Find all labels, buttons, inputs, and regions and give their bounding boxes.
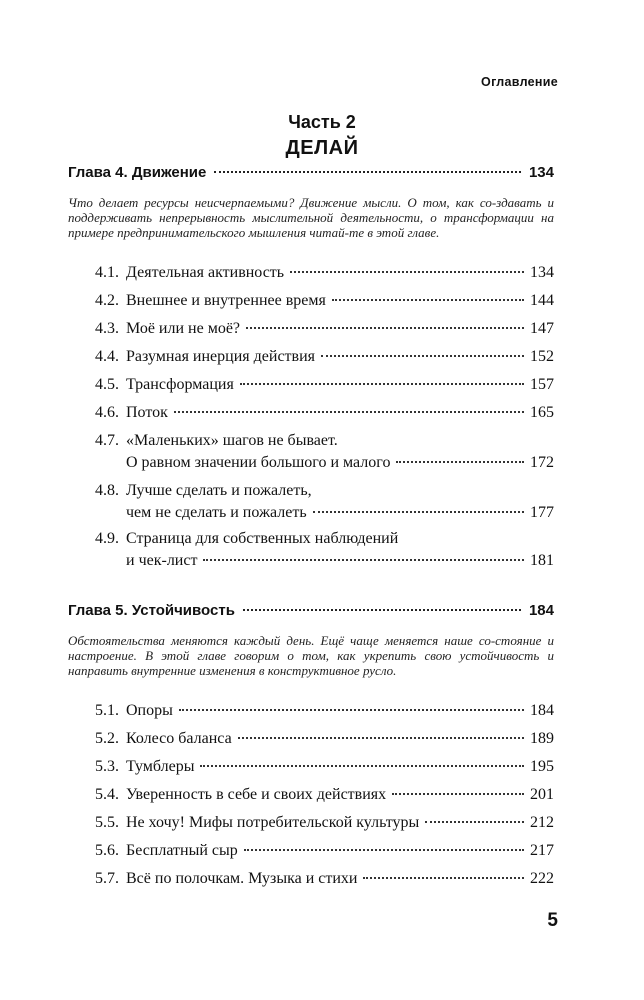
section-number: 4.2.: [95, 292, 119, 309]
dot-leader: [396, 461, 524, 463]
toc-entry[interactable]: [68, 346, 554, 368]
dot-leader: [392, 793, 524, 795]
toc-entry[interactable]: [68, 812, 554, 834]
dot-leader: [290, 271, 524, 273]
toc-entry[interactable]: [68, 290, 554, 312]
toc-entry[interactable]: [68, 430, 554, 474]
toc-entry[interactable]: [68, 868, 554, 890]
chapter-description: Обстоятельства меняются каждый день. Ещё чаще меняется наше со-стояние и настроение. В этой главе говорим о том, как укрепить свою устойчивость и направить внутренние изменения в конструктивное русло.: [68, 633, 554, 678]
section-number: 5.5.: [95, 814, 119, 831]
dot-leader: [203, 559, 524, 561]
section-title: Тумблеры: [126, 758, 195, 775]
section-page: 217: [530, 842, 554, 859]
dot-leader: [332, 299, 524, 301]
section-number: 5.7.: [95, 870, 119, 887]
dot-leader: [240, 383, 524, 385]
section-page: 177: [530, 504, 554, 521]
dot-leader: [200, 765, 524, 767]
dot-leader: [246, 327, 524, 329]
toc-entry[interactable]: [68, 784, 554, 806]
section-number: 4.8.: [95, 482, 119, 499]
chapter-heading[interactable]: [68, 162, 554, 184]
section-title: Моё или не моё?: [126, 320, 241, 337]
section-number: 5.1.: [95, 702, 119, 719]
toc-entry[interactable]: [68, 318, 554, 340]
section-number: 5.3.: [95, 758, 119, 775]
toc-entry[interactable]: [68, 840, 554, 862]
section-page: 181: [530, 552, 554, 569]
section-title-line: Страница для собственных наблюдений: [126, 530, 399, 547]
dot-leader: [243, 609, 521, 611]
section-page: 189: [530, 730, 554, 747]
toc-entry[interactable]: [68, 480, 554, 524]
section-title: Не хочу! Мифы потребительской культуры: [126, 814, 420, 831]
section-number: 5.4.: [95, 786, 119, 803]
section-title: Бесплатный сыр: [126, 842, 238, 859]
section-page: 165: [530, 404, 554, 421]
part-label: Часть 2: [288, 112, 356, 132]
toc-entry[interactable]: [68, 262, 554, 284]
section-number: 4.4.: [95, 348, 119, 365]
dot-leader: [179, 709, 524, 711]
section-number: 4.7.: [95, 432, 119, 449]
dot-leader: [214, 171, 521, 173]
section-page: 134: [530, 264, 554, 281]
dot-leader: [238, 737, 524, 739]
chapter-page: 134: [528, 164, 554, 181]
section-title: Внешнее и внутреннее время: [126, 292, 326, 309]
dot-leader: [425, 821, 524, 823]
section-title: Трансформация: [126, 376, 234, 393]
toc-entry[interactable]: [68, 756, 554, 778]
section-number: 4.9.: [95, 530, 119, 547]
toc-entry[interactable]: [68, 374, 554, 396]
chapter-title: Глава 5. Устойчивость: [68, 602, 235, 619]
section-page: 172: [530, 454, 554, 471]
section-title: Разумная инерция действия: [126, 348, 316, 365]
section-title-line: О равном значении большого и малого: [126, 454, 391, 471]
section-page: 212: [530, 814, 554, 831]
section-page: 157: [530, 376, 554, 393]
section-page: 184: [530, 702, 554, 719]
section-page: 144: [530, 292, 554, 309]
chapter-heading[interactable]: [68, 600, 554, 622]
section-title: Опоры: [126, 702, 173, 719]
section-title: Всё по полочкам. Музыка и стихи: [126, 870, 358, 887]
dot-leader: [313, 511, 524, 513]
section-title-line: чем не сделать и пожалеть: [126, 504, 307, 521]
part-name: ДЕЛАЙ: [285, 137, 359, 159]
section-number: 5.6.: [95, 842, 119, 859]
part-title: [0, 110, 644, 160]
running-head: Оглавление: [481, 75, 558, 89]
dot-leader: [244, 849, 524, 851]
toc-entry[interactable]: [68, 402, 554, 424]
section-page: 201: [530, 786, 554, 803]
section-title-line: и чек-лист: [126, 552, 198, 569]
section-title: Колесо баланса: [126, 730, 232, 747]
toc-entry[interactable]: [68, 728, 554, 750]
section-number: 4.5.: [95, 376, 119, 393]
section-number: 4.6.: [95, 404, 119, 421]
toc-entry[interactable]: [68, 528, 554, 572]
chapter-page: 184: [528, 602, 554, 619]
dot-leader: [174, 411, 524, 413]
dot-leader: [321, 355, 524, 357]
section-page: 152: [530, 348, 554, 365]
page-number: 5: [547, 910, 558, 931]
section-title-line: Лучше сделать и пожалеть,: [126, 482, 312, 499]
toc-entry[interactable]: [68, 700, 554, 722]
dot-leader: [363, 877, 524, 879]
section-title: Уверенность в себе и своих действиях: [126, 786, 387, 803]
section-title: Деятельная активность: [126, 264, 285, 281]
section-page: 222: [530, 870, 554, 887]
section-page: 195: [530, 758, 554, 775]
chapter-title: Глава 4. Движение: [68, 164, 207, 181]
section-number: 5.2.: [95, 730, 119, 747]
section-number: 4.1.: [95, 264, 119, 281]
section-page: 147: [530, 320, 554, 337]
section-title: Поток: [126, 404, 168, 421]
section-title-line: «Маленьких» шагов не бывает.: [126, 432, 338, 449]
section-number: 4.3.: [95, 320, 119, 337]
chapter-description: Что делает ресурсы неисчерпаемыми? Движение мысли. О том, как со-здавать и поддерживать непрерывность мыслительной деятельности, о трансформации на примере предпринимательского мышления читай-те в этой главе.: [68, 195, 554, 240]
